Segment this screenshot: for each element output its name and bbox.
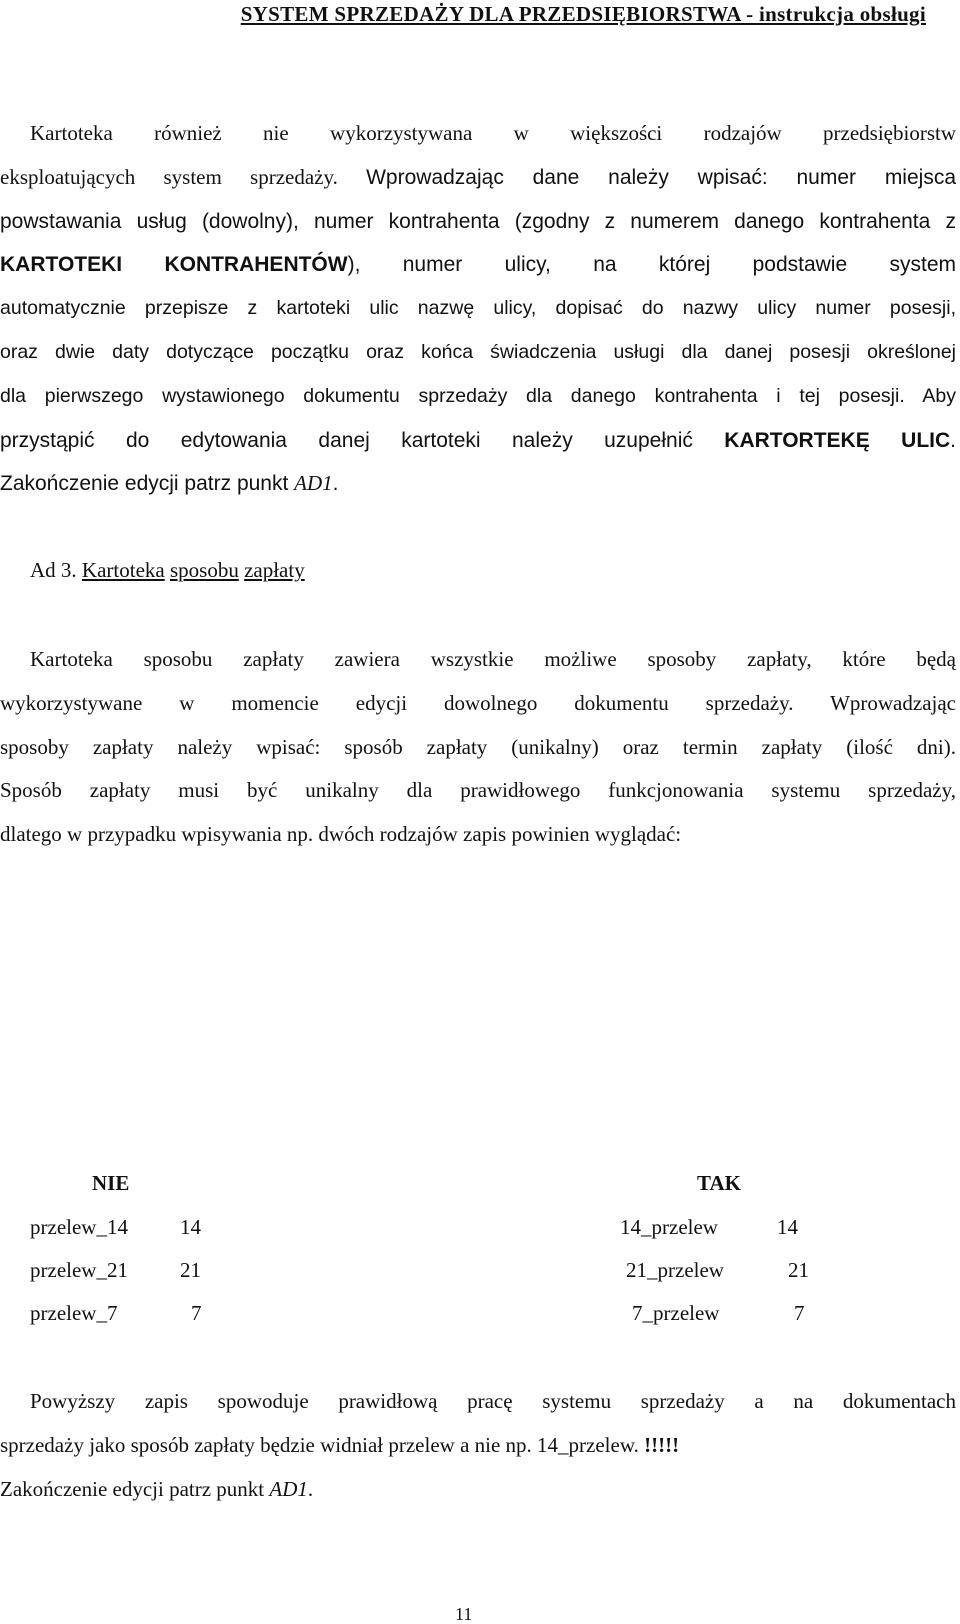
para1-line3: powstawania usług (dowolny), numer kontrahenta (zgodny z numerem danego kontrahenta z [0,209,956,233]
section-title-word3: zapłaty [244,558,305,582]
para3-line3a: Zakończenie edycji patrz punkt [0,1476,270,1501]
para1-line2a: eksploatujących system sprzedaży. [0,164,367,189]
ad1-reference: AD1 [294,471,333,496]
para3-line2a: sprzedaży jako sposób zapłaty będzie widniał przelew a nie np. 14_przelew. [0,1432,645,1457]
yes-row-days: 21 [788,1258,809,1282]
section-heading-ad3 [30,555,305,585]
no-row-days: 7 [191,1301,202,1325]
section-prefix: Ad 3. [30,558,82,582]
para1-line9a: Zakończenie edycji patrz punkt [0,472,295,496]
no-row-days: 21 [180,1258,201,1282]
paragraph-street-registry [0,112,956,506]
exclamation-marks: !!!!! [644,1432,680,1457]
para1-line9-end: . [332,472,339,496]
section-title-word1: Kartoteka [81,558,165,582]
para1-line1: Kartoteka również nie wykorzystywana w większości rodzajów przedsiębiorstw [30,121,956,145]
para2-line1: Kartoteka sposobu zapłaty zawiera wszystkie możliwe sposoby zapłaty, które będą [30,647,956,671]
para1-line4-bold: KARTOTEKI KONTRAHENTÓW [0,253,348,277]
paragraph-payment-methods [0,638,956,857]
para2-line4: Sposób zapłaty musi być unikalny dla prawidłowego funkcjonowania systemu sprzedaży, [0,778,956,803]
para2-line5: dlatego w przypadku wpisywania np. dwóch rodzajów zapis powinien wyglądać: [0,822,682,847]
paragraph-conclusion [0,1380,956,1511]
yes-row-name: 21_przelew [626,1258,724,1282]
yes-row-name: 14_przelew [620,1215,718,1239]
para1-line4-rest: ), numer ulicy, na której podstawie system [347,253,956,277]
no-row-name: przelew_21 [30,1258,128,1282]
ad1-reference-2: AD1 [269,1476,308,1501]
no-row-days: 14 [180,1215,201,1239]
document-header: SYSTEM SPRZEDAŻY DLA PRZEDSIĘBIORSTWA - instrukcja obsługi [240,2,926,26]
para2-line3: sposoby zapłaty należy wpisać: sposób zapłaty (unikalny) oraz termin zapłaty (ilość dni). [0,734,956,759]
para3-line1: Powyższy zapis spowoduje prawidłową pracę systemu sprzedaży a na dokumentach [30,1389,956,1413]
para1-line7: dla pierwszego wystawionego dokumentu sprzedaży dla danego kontrahenta i tej posesji. Aby [0,384,956,407]
para1-line5: automatycznie przepisze z kartoteki ulic nazwę ulicy, dopisać do nazwy ulicy numer posesji, [0,297,956,320]
no-row-name: przelew_7 [30,1301,118,1325]
yes-row-name: 7_przelew [632,1301,720,1325]
para1-line8a: przystąpić do edytowania danej kartoteki należy uzupełnić [0,428,725,452]
para2-line2: wykorzystywane w momencie edycji dowolnego dokumentu sprzedaży. Wprowadzając [0,690,956,715]
no-row-name: przelew_14 [30,1215,128,1239]
para1-line8-bold: KARTORTEKĘ ULIC [724,428,951,452]
para1-line2b: Wprowadzając dane należy wpisać: numer miejsca [366,165,956,189]
page-number: 11 [455,1604,473,1624]
section-title-word2: sposobu [169,558,239,582]
para1-line6: oraz dwie daty dotyczące początku oraz końca świadczenia usługi dla danej posesji określonej [0,340,956,363]
yes-row-days: 14 [777,1215,798,1239]
yes-row-days: 7 [794,1301,805,1325]
column-header-no: NIE [92,1171,130,1195]
column-header-yes: TAK [697,1171,741,1195]
para1-line8-end: . [950,428,956,452]
para3-line3-end: . [307,1476,314,1501]
